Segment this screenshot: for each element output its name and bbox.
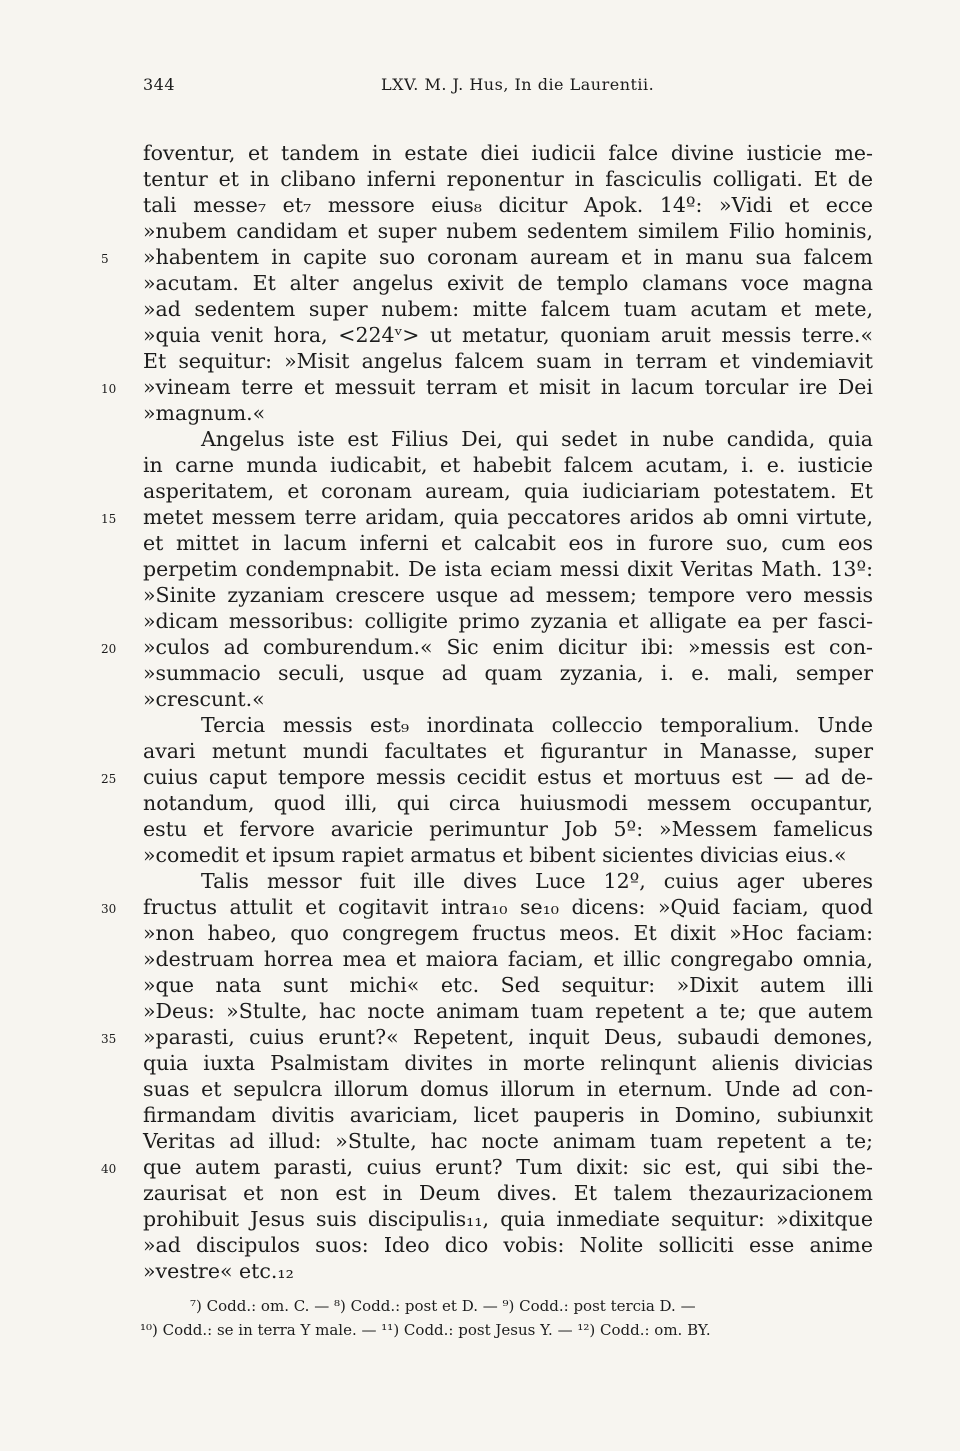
text-line [143, 530, 873, 556]
line-text: »ad sedentem super nubem: mitte falcem tuam acutam et mete, [143, 297, 873, 321]
line-text: »vineam terre et messuit terram et misit in lacum torcular ire Dei [143, 375, 873, 399]
line-text: »habentem in capite suo coronam auream et in manu sua falcem [143, 245, 873, 269]
footnote-line-1: ⁷) Codd.: om. C. — ⁸) Codd.: post et D. — ⁹) Codd.: post tercia D. — [190, 1297, 696, 1315]
line-text: »destruam horrea mea et maiora faciam, et illic congregabo omnia, [143, 947, 873, 971]
line-text: et mittet in lacum inferni et calcabit eos in furore suo, cum eos [143, 531, 873, 555]
line-text: foventur, et tandem in estate diei iudicii falce divine iusticie me- [143, 141, 873, 165]
line-text: »vestre« etc.₁₂ [143, 1259, 294, 1283]
line-text: »non habeo, quo congregem fructus meos. Et dixit »Hoc faciam: [143, 921, 873, 945]
text-line [143, 166, 873, 192]
text-line [143, 1180, 873, 1206]
line-text: fructus attulit et cogitavit intra₁₀ se₁₀ dicens: »Quid faciam, quod [143, 895, 873, 919]
line-text: »dicam messoribus: colligite primo zyzania et alligate ea per fasci- [143, 609, 873, 633]
text-line [143, 322, 873, 348]
text-line [143, 608, 873, 634]
text-line [143, 478, 873, 504]
text-line [143, 1102, 873, 1128]
text-line [143, 296, 873, 322]
line-text: »crescunt.« [143, 687, 265, 711]
line-text: »magnum.« [143, 401, 266, 425]
line-number: 15 [101, 512, 117, 526]
text-line [143, 660, 873, 686]
footnotes [140, 1294, 870, 1342]
line-text: »quia venit hora, <224ᵛ> ut metatur, quoniam aruit messis terre.« [143, 323, 873, 347]
line-text: asperitatem, et coronam auream, quia iudiciariam potestatem. Et [143, 479, 873, 503]
text-line [143, 868, 873, 894]
line-number: 30 [101, 902, 117, 916]
text-line [143, 946, 873, 972]
text-line [143, 686, 873, 712]
running-header [143, 75, 873, 101]
line-text: »Deus: »Stulte, hac nocte animam tuam repetent a te; que autem [143, 999, 873, 1023]
line-text: »parasti, cuius erunt?« Repetent, inquit Deus, subaudi demones, [143, 1025, 873, 1049]
text-line [143, 218, 873, 244]
line-text: »comedit et ipsum rapiet armatus et bibent sicientes divicias eius.« [143, 843, 847, 867]
text-line [143, 452, 873, 478]
text-line [143, 842, 873, 868]
text-line [143, 348, 873, 374]
text-line [101, 374, 873, 400]
text-line [143, 192, 873, 218]
line-text: avari metunt mundi facultates et figurantur in Manasse, super [143, 739, 873, 763]
text-line [143, 738, 873, 764]
line-text: »nubem candidam et super nubem sedentem similem Filio hominis, [143, 219, 873, 243]
line-number: 20 [101, 642, 117, 656]
text-line [143, 1258, 873, 1284]
line-number: 35 [101, 1032, 117, 1046]
text-line [143, 556, 873, 582]
text-line [143, 1050, 873, 1076]
line-text: zaurisat et non est in Deum dives. Et talem thezaurizacionem [143, 1181, 873, 1205]
text-line [143, 140, 873, 166]
page-number: 344 [143, 75, 176, 94]
text-line [143, 426, 873, 452]
text-line [143, 712, 873, 738]
line-number: 5 [101, 252, 109, 266]
text-line [143, 972, 873, 998]
line-text: »acutam. Et alter angelus exivit de templo clamans voce magna [143, 271, 873, 295]
line-text: tali messe₇ et₇ messore eius₈ dicitur Apok. 14º: »Vidi et ecce [143, 193, 873, 217]
running-title: LXV. M. J. Hus, In die Laurentii. [381, 75, 655, 94]
text-line [143, 270, 873, 296]
line-text: »que nata sunt michi« etc. Sed sequitur: »Dixit autem illi [143, 973, 873, 997]
line-text: prohibuit Jesus suis discipulis₁₁, quia inmediate sequitur: »dixitque [143, 1207, 873, 1231]
text-line [101, 244, 873, 270]
text-line [101, 894, 873, 920]
line-text: firmandam divitis avariciam, licet pauperis in Domino, subiunxit [143, 1103, 873, 1127]
text-line [143, 1232, 873, 1258]
line-number: 25 [101, 772, 117, 786]
line-text: metet messem terre aridam, quia peccatores aridos ab omni virtute, [143, 505, 873, 529]
line-text: »summacio seculi, usque ad quam zyzania, i. e. mali, semper [143, 661, 873, 685]
line-text: quia iuxta Psalmistam divites in morte relinqunt alienis divicias [143, 1051, 873, 1075]
line-text: tentur et in clibano inferni reponentur in fasciculis colligati. Et de [143, 167, 873, 191]
text-line [101, 764, 873, 790]
line-text: suas et sepulcra illorum domus illorum in eternum. Unde ad con- [143, 1077, 873, 1101]
line-number: 10 [101, 382, 117, 396]
text-line [101, 634, 873, 660]
line-text: notandum, quod illi, qui circa huiusmodi messem occupantur, [143, 791, 873, 815]
text-line [143, 998, 873, 1024]
text-line [143, 1206, 873, 1232]
line-number: 40 [101, 1162, 117, 1176]
line-text: que autem parasti, cuius erunt? Tum dixit: sic est, qui sibi the- [143, 1155, 873, 1179]
text-line [143, 816, 873, 842]
line-text: »culos ad comburendum.« Sic enim dicitur ibi: »messis est con- [143, 635, 873, 659]
text-line [143, 400, 873, 426]
text-line [143, 920, 873, 946]
line-text: estu et fervore avaricie perimuntur Job 5º: »Messem famelicus [143, 817, 873, 841]
text-line [101, 1024, 873, 1050]
line-text: Talis messor fuit ille dives Luce 12º, cuius ager uberes [201, 869, 873, 893]
line-text: »ad discipulos suos: Ideo dico vobis: Nolite solliciti esse anime [143, 1233, 873, 1257]
text-line [143, 790, 873, 816]
line-text: Angelus iste est Filius Dei, qui sedet in nube candida, quia [201, 427, 873, 451]
line-text: in carne munda iudicabit, et habebit falcem acutam, i. e. iusticie [143, 453, 873, 477]
line-text: perpetim condempnabit. De ista eciam messi dixit Veritas Math. 13º: [143, 557, 873, 581]
footnote-line-2: ¹⁰) Codd.: se in terra Y male. — ¹¹) Codd.: post Jesus Y. — ¹²) Codd.: om. BY. [140, 1321, 711, 1339]
line-text: Veritas ad illud: »Stulte, hac nocte animam tuam repetent a te; [143, 1129, 873, 1153]
line-text: Et sequitur: »Misit angelus falcem suam in terram et vindemiavit [143, 349, 873, 373]
body-text [101, 140, 873, 1284]
text-line [143, 1076, 873, 1102]
line-text: Tercia messis est₉ inordinata colleccio temporalium. Unde [201, 713, 873, 737]
text-line [143, 1128, 873, 1154]
text-line [143, 582, 873, 608]
line-text: cuius caput tempore messis cecidit estus et mortuus est — ad de- [143, 765, 873, 789]
text-line [101, 1154, 873, 1180]
text-line [101, 504, 873, 530]
line-text: »Sinite zyzaniam crescere usque ad messem; tempore vero messis [143, 583, 873, 607]
